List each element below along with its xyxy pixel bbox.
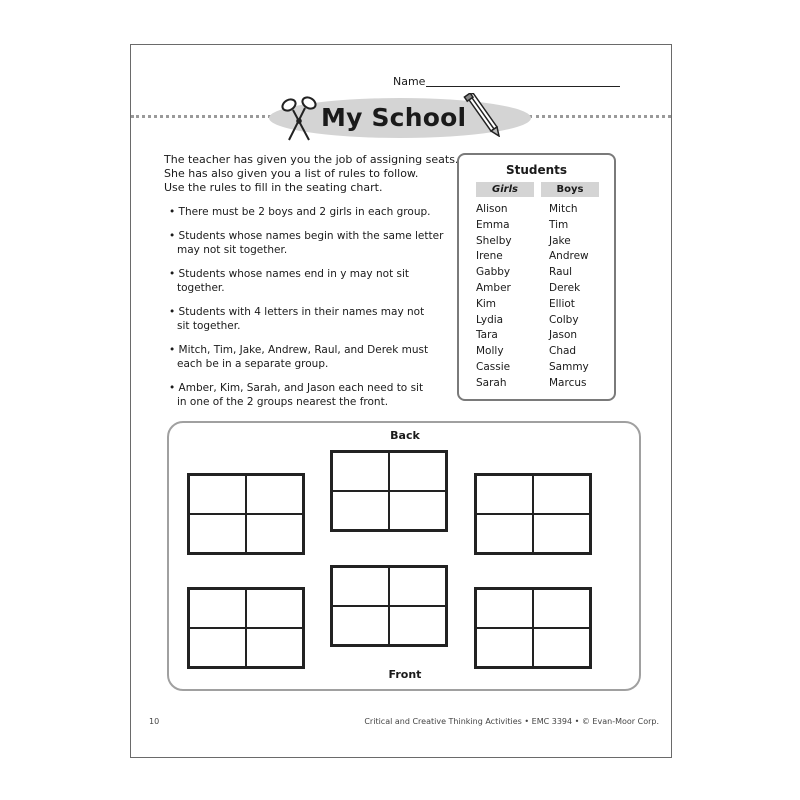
boys-list xyxy=(549,202,589,392)
boy-name: Sammy xyxy=(549,360,589,373)
boy-name: Andrew xyxy=(549,250,589,263)
dotted-divider-left xyxy=(131,115,271,118)
seat-box[interactable] xyxy=(476,514,533,553)
girl-name: Alison xyxy=(476,203,508,215)
boy-name: Marcus xyxy=(549,376,587,389)
seat-box[interactable] xyxy=(533,628,590,667)
rule-item xyxy=(169,343,449,371)
seat-box[interactable] xyxy=(389,567,446,606)
desk-group-back-left xyxy=(187,473,305,555)
seat-box[interactable] xyxy=(476,628,533,667)
seat-box[interactable] xyxy=(246,475,303,514)
seat-box[interactable] xyxy=(246,628,303,667)
seat-box[interactable] xyxy=(476,589,533,628)
dotted-divider-right xyxy=(529,115,671,118)
rule-text: • Students whose names begin with the same letter xyxy=(169,230,444,242)
boy-name: Colby xyxy=(549,313,579,326)
boy-name: Mitch xyxy=(549,203,578,215)
rule-item xyxy=(169,305,449,333)
students-title: Students xyxy=(505,163,568,177)
girls-list xyxy=(476,202,512,392)
instruction-line: Use the rules to fill in the seating chart. xyxy=(164,181,383,194)
worksheet-page xyxy=(130,44,672,758)
rule-text: in one of the 2 groups nearest the front. xyxy=(177,396,389,408)
boy-name: Tim xyxy=(549,218,569,231)
seat-box[interactable] xyxy=(476,475,533,514)
girl-name: Amber xyxy=(476,281,511,294)
seat-box[interactable] xyxy=(332,606,389,645)
girl-name: Cassie xyxy=(476,360,511,373)
girl-name: Molly xyxy=(476,345,504,358)
seat-box[interactable] xyxy=(533,475,590,514)
rule-text: • Amber, Kim, Sarah, and Jason each need to sit xyxy=(169,382,424,394)
girl-name: Lydia xyxy=(476,313,504,326)
boys-header: Boys xyxy=(541,182,599,197)
rule-text: • Students whose names end in y may not sit xyxy=(169,268,410,280)
boy-name: Derek xyxy=(549,281,581,294)
girl-name: Sarah xyxy=(476,376,507,389)
rule-text: • Students with 4 letters in their names may not xyxy=(169,306,425,318)
girl-name: Emma xyxy=(476,218,510,231)
rule-item xyxy=(169,381,449,409)
rule-text: • Mitch, Tim, Jake, Andrew, Raul, and Derek must xyxy=(169,344,429,356)
desk-group-front-right xyxy=(474,587,592,669)
seat-box[interactable] xyxy=(189,628,246,667)
girl-name: Irene xyxy=(476,250,503,263)
girl-name: Kim xyxy=(476,297,497,310)
seat-box[interactable] xyxy=(246,589,303,628)
seat-box[interactable] xyxy=(533,514,590,553)
seat-box[interactable] xyxy=(189,514,246,553)
instruction-line: The teacher has given you the job of assigning seats. xyxy=(164,153,459,166)
seat-box[interactable] xyxy=(332,567,389,606)
instruction-line: She has also given you a list of rules to follow. xyxy=(164,167,419,180)
girl-name: Shelby xyxy=(476,234,512,247)
rule-text: may not sit together. xyxy=(177,244,288,256)
seat-box[interactable] xyxy=(332,491,389,530)
rule-item xyxy=(169,229,449,257)
seat-box[interactable] xyxy=(533,589,590,628)
seat-box[interactable] xyxy=(189,475,246,514)
seat-box[interactable] xyxy=(332,452,389,491)
boy-name: Jason xyxy=(549,329,578,342)
instructions xyxy=(164,153,459,195)
desk-group-back-right xyxy=(474,473,592,555)
girl-name: Tara xyxy=(476,329,498,342)
seating-chart xyxy=(167,421,641,691)
page-title: My School xyxy=(321,103,467,132)
pencil-icon xyxy=(461,93,501,137)
scissors-icon xyxy=(279,95,323,145)
front-label: Front xyxy=(388,668,422,681)
seat-box[interactable] xyxy=(246,514,303,553)
page-number: 10 xyxy=(149,717,160,726)
seat-box[interactable] xyxy=(389,452,446,491)
girl-name: Gabby xyxy=(476,266,511,279)
girls-header: Girls xyxy=(476,182,534,197)
name-blank-line[interactable] xyxy=(426,86,620,87)
seat-box[interactable] xyxy=(389,606,446,645)
rule-text: sit together. xyxy=(177,320,241,332)
rule-item xyxy=(169,205,449,219)
rule-item xyxy=(169,267,449,295)
boy-name: Chad xyxy=(549,345,577,358)
boy-name: Jake xyxy=(549,234,571,247)
boy-name: Elliot xyxy=(549,297,575,310)
rule-text: together. xyxy=(177,282,225,294)
back-label: Back xyxy=(390,429,420,442)
desk-group-front-left xyxy=(187,587,305,669)
name-label: Name xyxy=(393,75,426,88)
boy-name: Raul xyxy=(549,266,573,279)
rule-text: each be in a separate group. xyxy=(177,358,329,370)
seat-box[interactable] xyxy=(389,491,446,530)
desk-group-front-center xyxy=(330,565,448,647)
rule-text: • There must be 2 boys and 2 girls in each group. xyxy=(169,206,431,218)
seat-box[interactable] xyxy=(189,589,246,628)
desk-group-back-center xyxy=(330,450,448,532)
rules-list xyxy=(169,205,449,419)
students-box xyxy=(457,153,616,401)
footer-credit: Critical and Creative Thinking Activities • EMC 3394 • © Evan-Moor Corp. xyxy=(364,717,659,726)
